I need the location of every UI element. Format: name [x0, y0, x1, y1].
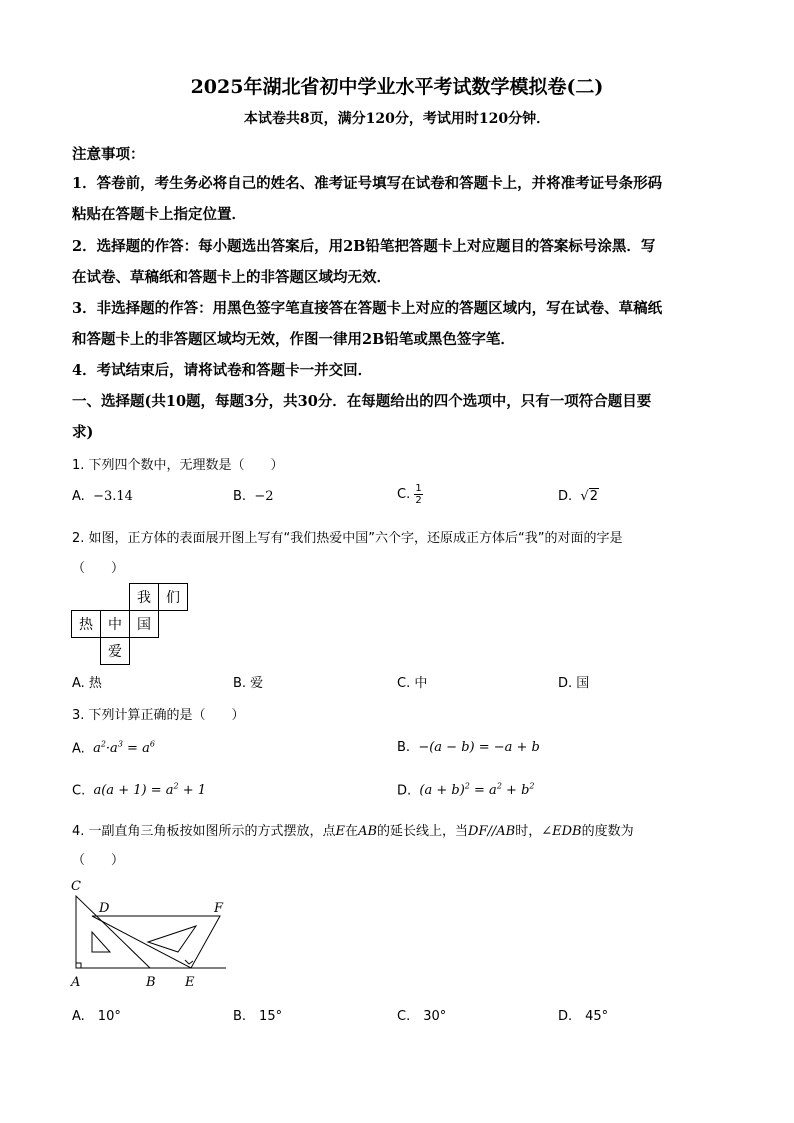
section-heading: 一、选择题(共10题，每题3分，共30分．在每题给出的四个选项中，只有一项符合题目要 — [72, 393, 652, 410]
net-cell: 中 — [101, 611, 130, 638]
net-cell: 国 — [130, 611, 159, 638]
q4-option-b: B. 15° — [233, 1009, 283, 1024]
question-4-paren: （ ） — [72, 853, 125, 868]
notice-line: 2．选择题的作答：每小题选出答案后，用2B铅笔把答题卡上对应题目的答案标号涂黑．写 — [72, 238, 656, 255]
notice-line: 在试卷、草稿纸和答题卡上的非答题区域均无效． — [72, 269, 391, 286]
question-3-stem: 3. 下列计算正确的是（ ） — [72, 708, 245, 723]
page-title: 2025年湖北省初中学业水平考试数学模拟卷(二) — [190, 76, 604, 98]
notice-heading: 注意事项： — [72, 146, 145, 163]
question-4-stem: 4. 一副直角三角板按如图所示的方式摆放，点E在AB的延长线上，当DF//AB时，∠EDB的度数为 — [72, 824, 634, 839]
q2-option-b: B. 爱 — [233, 676, 264, 691]
q3-option-c: C. $a(a + 1) = a^2 + 1$ — [72, 782, 206, 799]
q4-option-a: A. 10° — [72, 1009, 121, 1024]
q2-option-a: A. 热 — [72, 676, 102, 691]
question-2-paren: （ ） — [72, 561, 125, 576]
label-f: F — [214, 901, 224, 916]
q1-option-a: A. −3.14 — [72, 489, 133, 504]
q4-option-c: C. 30° — [397, 1009, 447, 1024]
q3-option-a: A. $a^2\cdot a^3 = a^6$ — [72, 740, 155, 757]
net-cell: 热 — [72, 611, 101, 638]
triangle-30 — [92, 916, 220, 968]
net-cell: 们 — [159, 584, 188, 611]
question-1-stem: 1. 下列四个数中，无理数是（ ） — [72, 458, 284, 473]
q1-option-b: B. −2 — [233, 489, 274, 504]
q4-option-d: D. 45° — [558, 1009, 609, 1024]
label-e: E — [185, 975, 195, 990]
question-2-stem: 2. 如图，正方体的表面展开图上写有“我们热爱中国”六个字，还原成正方体后“我”的对面的字是 — [72, 531, 623, 546]
notice-line: 1．答卷前，考生务必将自己的姓名、准考证号填写在试卷和答题卡上，并将准考证号条形码 — [72, 175, 663, 192]
label-a: A — [71, 975, 81, 990]
notice-line: 粘贴在答题卡上指定位置． — [72, 206, 246, 223]
q3-option-b: B. −(a − b) = −a + b — [397, 740, 540, 755]
net-cell: 爱 — [101, 638, 130, 665]
triangle-45 — [76, 896, 150, 968]
notice-line: 和答题卡上的非答题区域均无效，作图一律用2B铅笔或黑色签字笔． — [72, 331, 515, 348]
q3-option-d: D. $(a + b)^2 = a^2 + b^2$ — [397, 782, 535, 799]
q1-option-c: C. $\frac{1}{2}$ — [397, 483, 422, 506]
sqrt-icon: √2 — [580, 489, 598, 504]
notice-line: 4．考试结束后，请将试卷和答题卡一并交回． — [72, 362, 373, 379]
triangle-figure — [66, 876, 236, 992]
q1-option-d: D. √2 — [558, 489, 598, 504]
notice-line: 3．非选择题的作答：用黑色签字笔直接答在答题卡上对应的答题区域内，写在试卷、草稿纸 — [72, 300, 663, 317]
net-cell: 我 — [130, 584, 159, 611]
section-heading-cont: 求) — [72, 424, 94, 441]
q2-option-d: D. 国 — [558, 676, 590, 691]
exam-info: 本试卷共8页，满分120分，考试用时120分钟． — [243, 111, 551, 127]
label-b: B — [146, 975, 156, 990]
cube-net-figure — [71, 583, 188, 665]
label-c: C — [71, 879, 81, 894]
label-d: D — [99, 901, 110, 916]
q2-option-c: C. 中 — [397, 676, 428, 691]
